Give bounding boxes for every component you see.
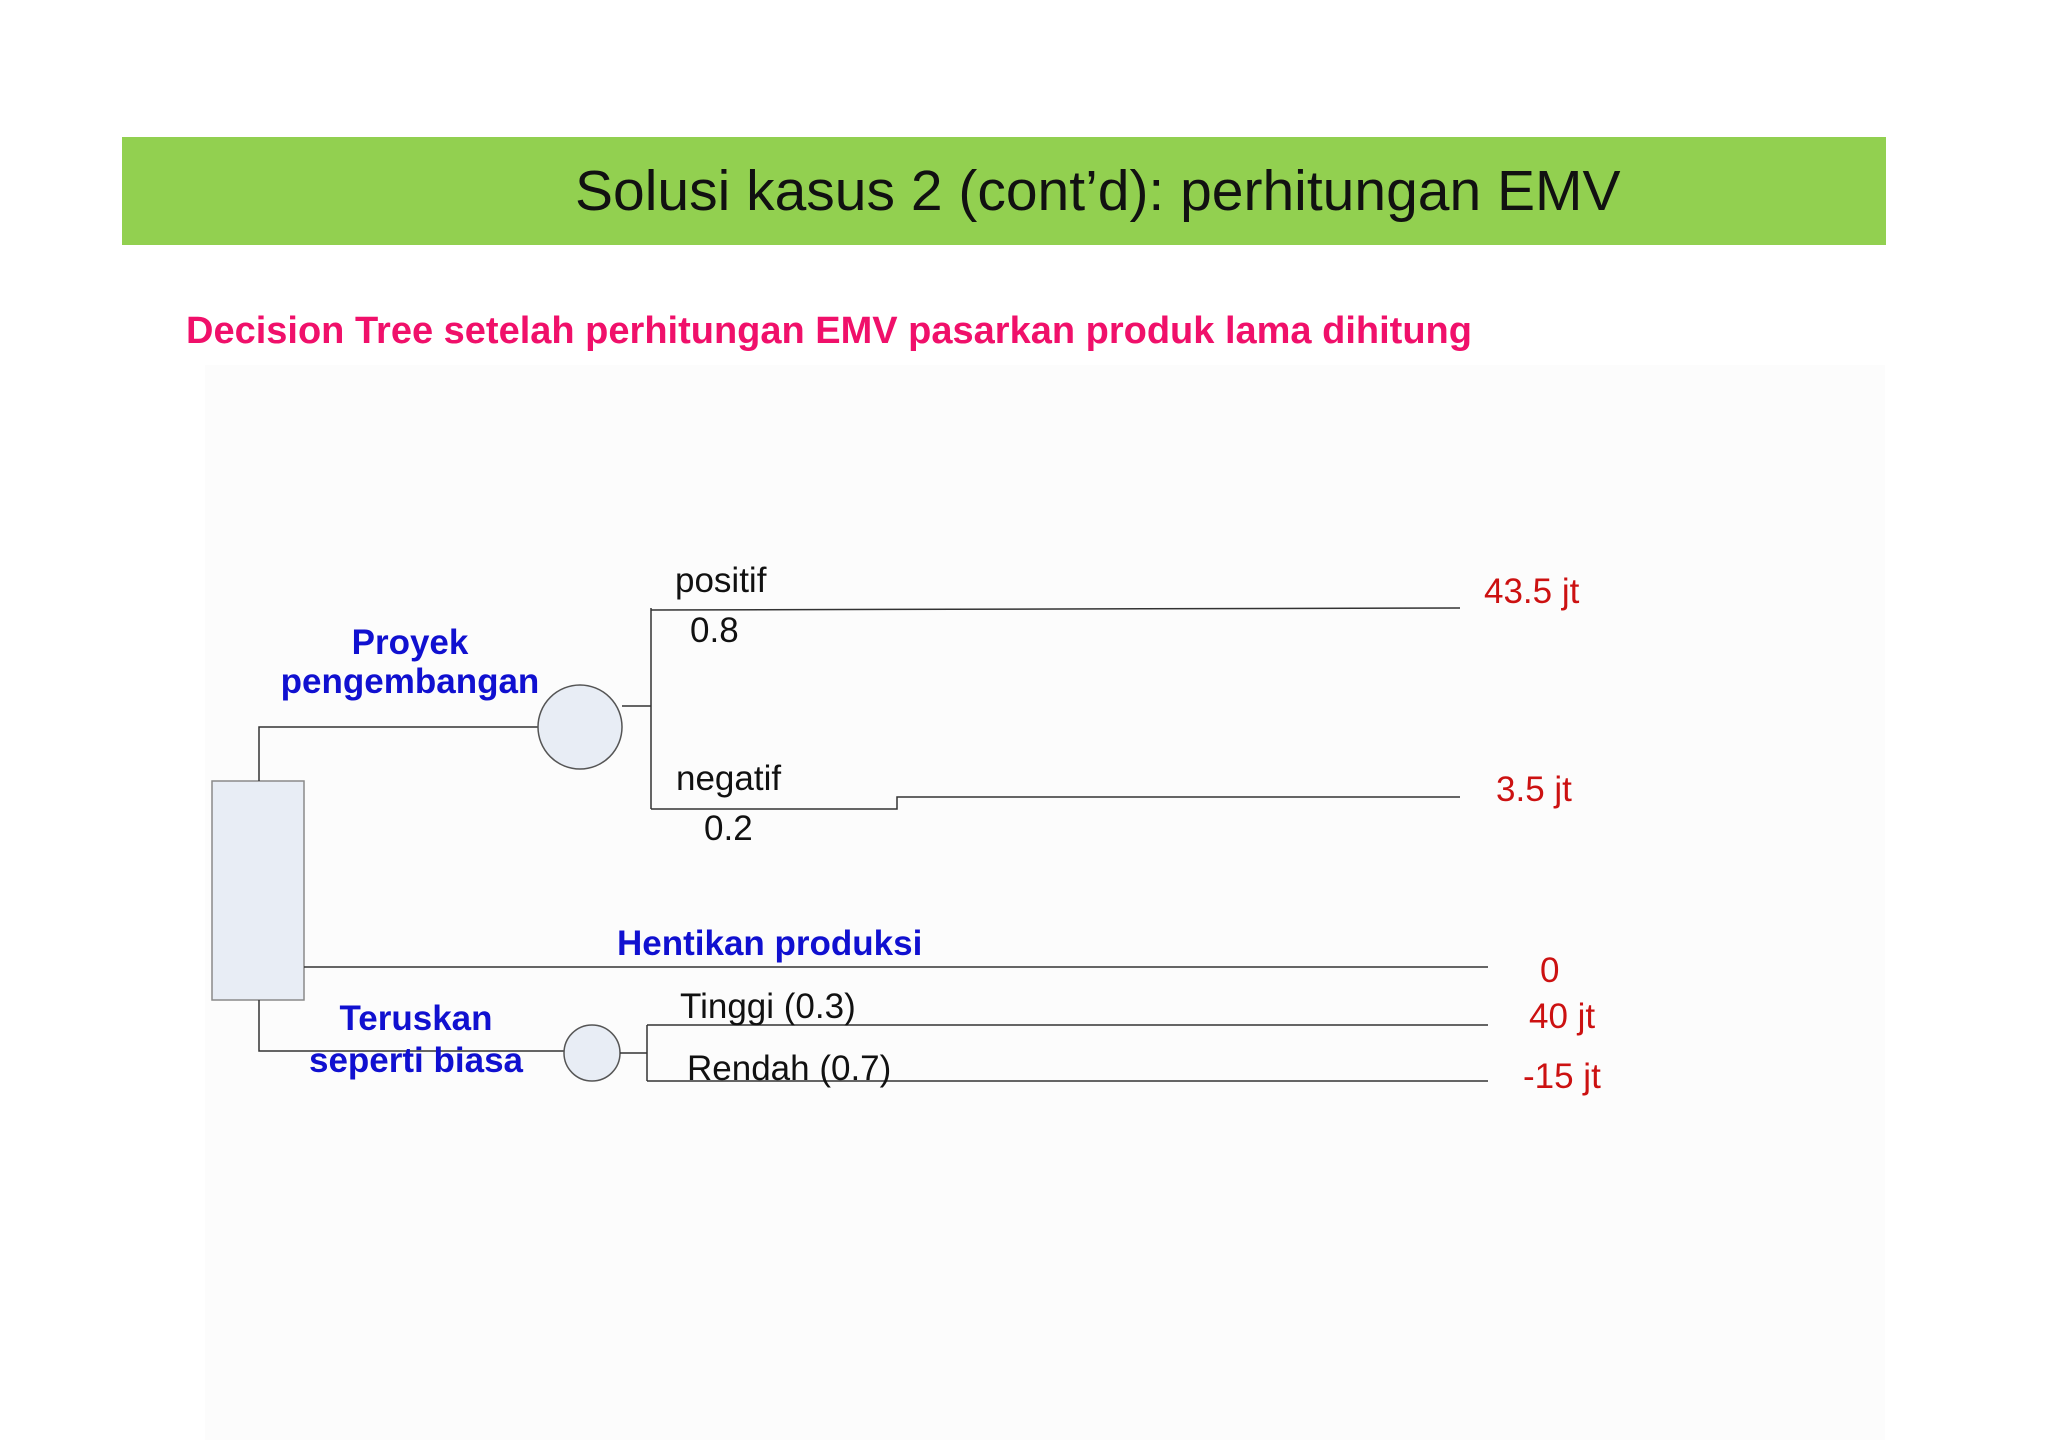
- chance-node-teruskan: [564, 1025, 620, 1081]
- decision-node: [212, 781, 304, 1000]
- label-negatif: negatif: [676, 759, 782, 798]
- label-proyek: Proyek pengembangan: [280, 623, 540, 701]
- branch-line-positif: [651, 608, 1460, 610]
- subtitle: Decision Tree setelah perhitungan EMV pasarkan produk lama dihitung: [186, 310, 1472, 352]
- payoff-positif: 43.5 jt: [1484, 572, 1580, 611]
- page-title: Solusi kasus 2 (cont’d): perhitungan EMV: [575, 159, 1621, 223]
- branch-line-negatif: [651, 797, 1460, 809]
- branch-line-proyek: [259, 727, 540, 781]
- prob-negatif: 0.2: [704, 809, 753, 848]
- label-rendah: Rendah (0.7): [687, 1049, 892, 1088]
- prob-positif: 0.8: [690, 611, 739, 650]
- payoff-negatif: 3.5 jt: [1496, 770, 1572, 809]
- chance-node-proyek: [538, 685, 622, 769]
- payoff-tinggi: 40 jt: [1529, 997, 1596, 1036]
- label-teruskan: Teruskan seperti biasa: [309, 999, 523, 1080]
- label-tinggi: Tinggi (0.3): [680, 987, 856, 1026]
- payoff-rendah: -15 jt: [1523, 1057, 1601, 1096]
- label-positif: positif: [675, 561, 767, 600]
- payoff-hentikan: 0: [1540, 951, 1560, 990]
- label-hentikan: Hentikan produksi: [617, 924, 923, 963]
